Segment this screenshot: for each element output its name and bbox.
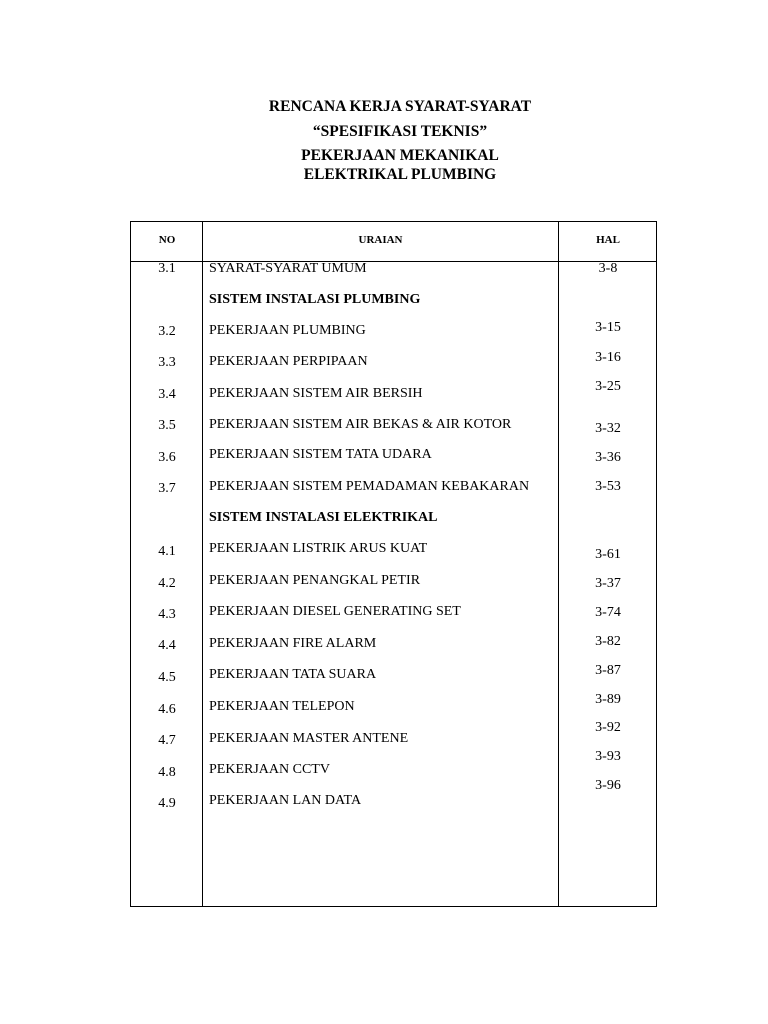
title-line-2: “SPESIFIKASI TEKNIS” (312, 123, 488, 140)
row-number: 4.1 (158, 544, 176, 559)
row-page: 3-61 (595, 547, 621, 562)
row-number: 4.8 (158, 765, 176, 780)
row-description: PEKERJAAN PLUMBING (209, 323, 366, 338)
row-page: 3-74 (595, 605, 621, 620)
row-number: 3.1 (158, 261, 176, 276)
row-description: PEKERJAAN TELEPON (209, 699, 355, 714)
row-description: PEKERJAAN SISTEM AIR BEKAS & AIR KOTOR (209, 417, 512, 432)
row-number: 3.7 (158, 481, 176, 496)
row-page: 3-87 (595, 663, 621, 678)
row-page: 3-36 (595, 450, 621, 465)
section-heading: SISTEM INSTALASI ELEKTRIKAL (209, 510, 438, 525)
row-description: PEKERJAAN PENANGKAL PETIR (209, 573, 421, 588)
row-page: 3-53 (595, 479, 621, 494)
row-number: 4.4 (158, 638, 176, 653)
row-number: 3.4 (158, 387, 176, 402)
title-line-3: PEKERJAAN MEKANIKAL (301, 147, 499, 164)
row-page: 3-15 (595, 320, 621, 335)
row-description: PEKERJAAN CCTV (209, 762, 330, 777)
row-description: PEKERJAAN SISTEM AIR BERSIH (209, 386, 423, 401)
row-page: 3-92 (595, 720, 621, 735)
row-number: 3.6 (158, 450, 176, 465)
row-number: 4.5 (158, 670, 176, 685)
row-description: PEKERJAAN SISTEM PEMADAMAN KEBAKARAN (209, 479, 530, 494)
row-number: 4.7 (158, 733, 176, 748)
row-description: PEKERJAAN PERPIPAAN (209, 354, 368, 369)
row-description: PEKERJAAN MASTER ANTENE (209, 731, 409, 746)
row-description: PEKERJAAN FIRE ALARM (209, 636, 377, 651)
header-hal: HAL (596, 234, 620, 246)
row-number: 4.2 (158, 576, 176, 591)
row-page: 3-82 (595, 634, 621, 649)
header-no: NO (158, 234, 176, 246)
row-number: 3.2 (158, 324, 176, 339)
header-uraian: URAIAN (358, 234, 403, 246)
row-number: 3.3 (158, 355, 176, 370)
row-description: PEKERJAAN LAN DATA (209, 793, 362, 808)
row-number: 3.5 (158, 418, 176, 433)
row-page: 3-37 (595, 576, 621, 591)
row-description: PEKERJAAN TATA SUARA (209, 667, 377, 682)
row-number: 4.6 (158, 702, 176, 717)
row-page: 3-96 (595, 778, 621, 793)
title-line-4: ELEKTRIKAL PLUMBING (303, 166, 497, 183)
section-heading: SISTEM INSTALASI PLUMBING (209, 292, 421, 307)
row-description: PEKERJAAN LISTRIK ARUS KUAT (209, 541, 428, 556)
row-page: 3-89 (595, 692, 621, 707)
row-page: 3-16 (595, 350, 621, 365)
title-line-1: RENCANA KERJA SYARAT-SYARAT (268, 98, 532, 115)
row-number: 4.9 (158, 796, 176, 811)
row-description: PEKERJAAN DIESEL GENERATING SET (209, 604, 461, 619)
row-description: SYARAT-SYARAT UMUM (209, 261, 367, 276)
row-page: 3-93 (595, 749, 621, 764)
row-number: 4.3 (158, 607, 176, 622)
row-description: PEKERJAAN SISTEM TATA UDARA (209, 447, 432, 462)
row-page: 3-25 (595, 379, 621, 394)
row-page: 3-32 (595, 421, 621, 436)
row-page: 3-8 (598, 261, 618, 276)
